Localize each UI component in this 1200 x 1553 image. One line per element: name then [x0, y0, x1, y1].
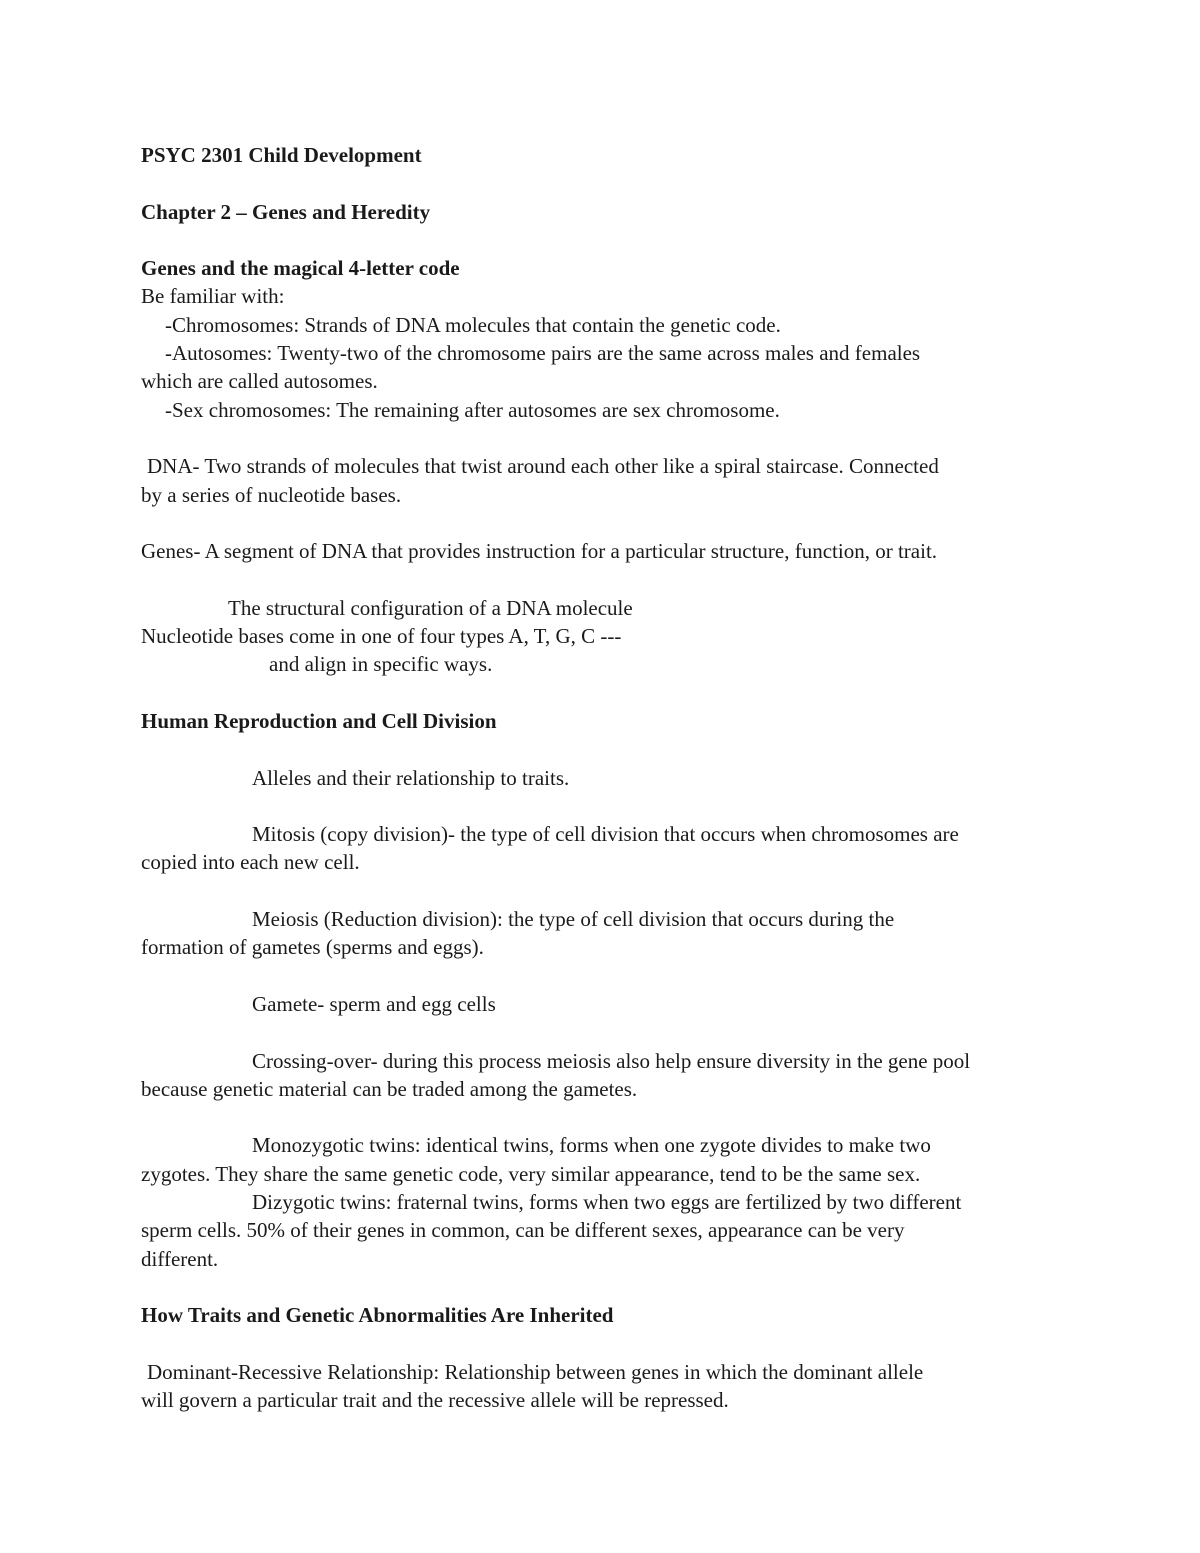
- chapter-title: Chapter 2 – Genes and Heredity: [141, 199, 431, 224]
- dizygotic-definition-end: different.: [141, 1246, 219, 1271]
- dominant-recessive-definition: Dominant-Recessive Relationship: Relationship between genes in which the dominant allele: [147, 1359, 924, 1384]
- dna-structure-caption: The structural configuration of a DNA molecule: [228, 595, 633, 620]
- meiosis-definition: Meiosis (Reduction division): the type of cell division that occurs during the: [252, 907, 895, 932]
- meiosis-definition-cont: formation of gametes (sperms and eggs).: [141, 935, 484, 960]
- alleles-text: Alleles and their relationship to traits.: [252, 765, 570, 790]
- gamete-definition: Gamete- sperm and egg cells: [252, 991, 496, 1016]
- dna-definition-cont: by a series of nucleotide bases.: [141, 482, 402, 507]
- section-heading-inheritance: How Traits and Genetic Abnormalities Are Inherited: [141, 1303, 614, 1328]
- mitosis-definition-cont: copied into each new cell.: [141, 850, 360, 875]
- list-item-chromosomes: -Chromosomes: Strands of DNA molecules that contain the genetic code.: [165, 312, 781, 337]
- dizygotic-definition-cont: sperm cells. 50% of their genes in common, can be different sexes, appearance can be very: [141, 1218, 905, 1243]
- section-heading-reproduction: Human Reproduction and Cell Division: [141, 708, 497, 733]
- crossing-over-definition-cont: because genetic material can be traded among the gametes.: [141, 1076, 638, 1101]
- monozygotic-definition: Monozygotic twins: identical twins, forms when one zygote divides to make two: [252, 1133, 931, 1158]
- genes-definition: Genes- A segment of DNA that provides instruction for a particular structure, function, or trait.: [141, 539, 938, 564]
- list-item-autosomes: -Autosomes: Twenty-two of the chromosome pairs are the same across males and females: [165, 341, 921, 366]
- monozygotic-definition-cont: zygotes. They share the same genetic code, very similar appearance, tend to be the same sex.: [141, 1161, 921, 1186]
- list-item-autosomes-cont: which are called autosomes.: [141, 369, 378, 394]
- mitosis-definition: Mitosis (copy division)- the type of cell division that occurs when chromosomes are: [252, 822, 959, 847]
- dizygotic-definition: Dizygotic twins: fraternal twins, forms when two eggs are fertilized by two different: [252, 1189, 962, 1214]
- nucleotide-text: Nucleotide bases come in one of four types A, T, G, C ---: [141, 624, 622, 649]
- intro-text: Be familiar with:: [141, 284, 285, 309]
- section-heading-genes: Genes and the magical 4-letter code: [141, 256, 460, 281]
- align-text: and align in specific ways.: [269, 652, 493, 677]
- list-item-sex-chromosomes: -Sex chromosomes: The remaining after autosomes are sex chromosome.: [165, 397, 780, 422]
- crossing-over-definition: Crossing-over- during this process meiosis also help ensure diversity in the gene pool: [252, 1048, 971, 1073]
- dominant-recessive-definition-cont: will govern a particular trait and the recessive allele will be repressed.: [141, 1388, 729, 1413]
- dna-definition: DNA- Two strands of molecules that twist around each other like a spiral staircase. Connected: [147, 454, 939, 479]
- course-title: PSYC 2301 Child Development: [141, 143, 422, 167]
- document-body: [141, 141, 1066, 1414]
